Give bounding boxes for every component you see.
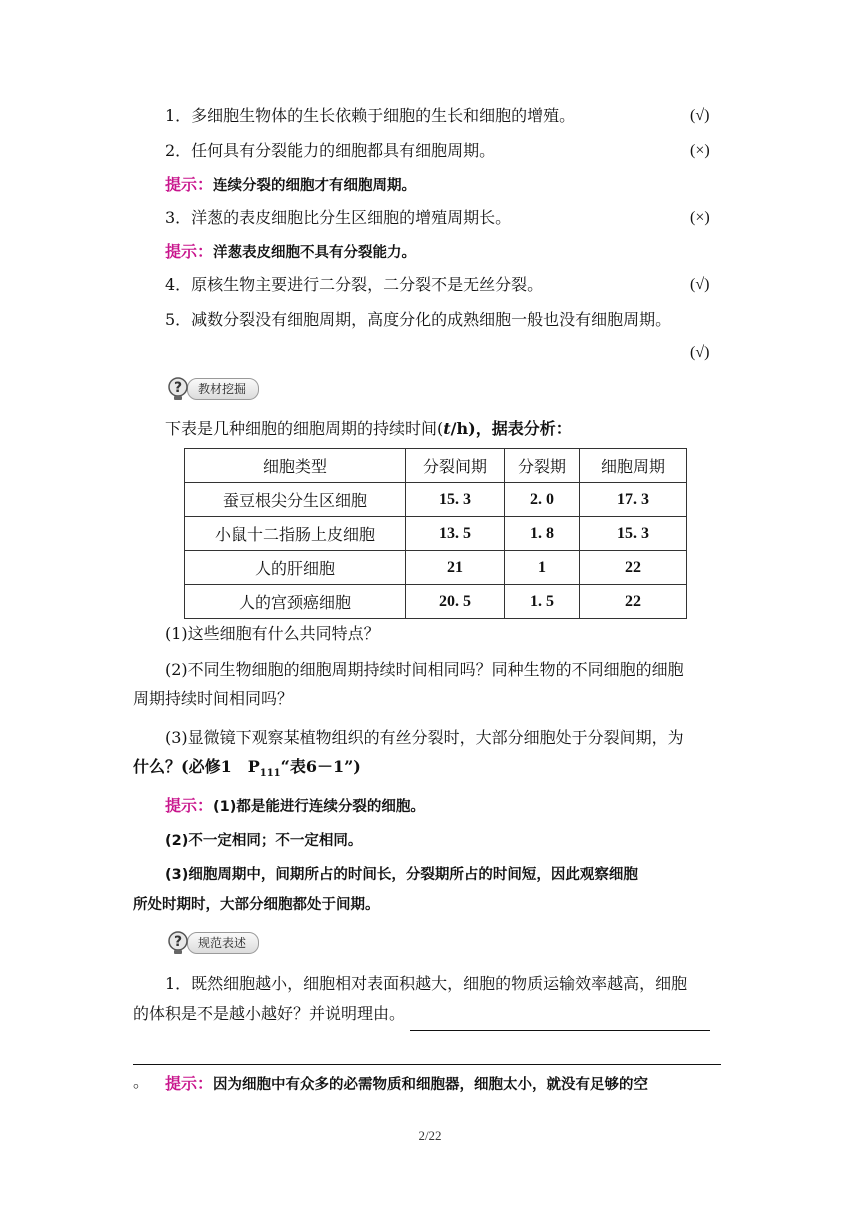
expression-question-line-1: 1．既然细胞越小，细胞相对表面积越大，细胞的物质运输效率越高，细胞 <box>165 974 688 993</box>
table-header-cell: 细胞周期 <box>580 449 687 483</box>
table-cell: 20. 5 <box>406 585 505 619</box>
judgment-1 <box>165 105 575 127</box>
question-2-line-2: 周期持续时间相同吗？ <box>133 689 294 708</box>
section-badge-label: 教材挖掘 <box>187 378 259 400</box>
expression-question-text: 的体积是不是越小越好？并说明理由。 <box>133 1004 406 1023</box>
expression-hint <box>165 1073 648 1096</box>
table-cell: 17. 3 <box>580 483 687 517</box>
expression-question-line-2 <box>133 997 730 1031</box>
table-cell: 小鼠十二指肠上皮细胞 <box>185 517 406 551</box>
judgment-4 <box>165 274 543 296</box>
hint-label: 提示： <box>165 796 214 815</box>
table-intro-post: /h)，据表分析： <box>450 419 572 438</box>
table-cell: 15. 3 <box>406 483 505 517</box>
question-1: (1)这些细胞有什么共同特点？ <box>165 624 380 643</box>
table-cell: 22 <box>580 551 687 585</box>
section-badge-expression <box>165 931 259 955</box>
table-cell: 1. 5 <box>505 585 580 619</box>
hint-label: 提示： <box>165 242 214 261</box>
lightbulb-question-icon <box>165 376 191 402</box>
table-header-cell: 细胞类型 <box>185 449 406 483</box>
judgment-4-text: 4．原核生物主要进行二分裂，二分裂不是无丝分裂。 <box>165 275 544 294</box>
table-row <box>185 483 687 517</box>
expression-period: 。 <box>133 1072 150 1091</box>
answer-3-text-1: (3)细胞周期中，间期所占的时间长，分裂期所占的时间短，因此观察细胞 <box>165 867 638 883</box>
table-cell: 1 <box>505 551 580 585</box>
judgment-1-mark: (√) <box>690 107 710 124</box>
judgment-5-text: 5．减数分裂没有细胞周期，高度分化的成熟细胞一般也没有细胞周期。 <box>165 310 672 329</box>
table-cell: 人的肝细胞 <box>185 551 406 585</box>
hint-label: 提示： <box>165 1074 214 1093</box>
judgment-1-text: 1．多细胞生物体的生长依赖于细胞的生长和细胞的增殖。 <box>165 106 576 125</box>
table-intro-pre: 下表是几种细胞的细胞周期的持续时间( <box>165 419 444 438</box>
hint-2-text: 连续分裂的细胞才有细胞周期。 <box>213 178 417 194</box>
question-3-line-1: (3)显微镜下观察某植物组织的有丝分裂时，大部分细胞处于分裂间期，为 <box>165 728 684 747</box>
table-header-cell: 分裂间期 <box>406 449 505 483</box>
svg-text:?: ? <box>173 380 183 396</box>
table-header-cell: 分裂期 <box>505 449 580 483</box>
table-intro <box>165 418 572 440</box>
answer-3-line-2 <box>133 887 730 922</box>
question-3-line-2 <box>133 750 730 791</box>
hint-3 <box>165 241 416 264</box>
answer-3-text-2: 所处时期时，大部分细胞都处于间期。 <box>133 897 380 913</box>
table-row <box>185 551 687 585</box>
question-3-ref-end: “表6－1”) <box>280 757 361 776</box>
question-2-line-1: (2)不同生物细胞的细胞周期持续时间相同吗？同种生物的不同细胞的细胞 <box>165 660 684 679</box>
answer-2-text: (2)不一定相同；不一定相同。 <box>165 833 363 849</box>
table-row <box>185 585 687 619</box>
section-badge-label: 规范表述 <box>187 932 259 954</box>
table-cell: 22 <box>580 585 687 619</box>
judgment-5 <box>165 309 671 331</box>
cell-cycle-table <box>184 448 687 619</box>
table-row <box>185 517 687 551</box>
table-cell: 人的宫颈癌细胞 <box>185 585 406 619</box>
question-3-ref-sub: 111 <box>259 768 281 780</box>
answer-2 <box>165 829 362 852</box>
svg-text:?: ? <box>173 934 183 950</box>
expression-hint-text: 因为细胞中有众多的必需物质和细胞器，细胞太小，就没有足够的空 <box>213 1077 649 1093</box>
judgment-2 <box>165 140 495 162</box>
judgment-3-text: 3．洋葱的表皮细胞比分生区细胞的增殖周期长。 <box>165 208 512 227</box>
question-3-ref: 什么？(必修1 P <box>133 757 260 776</box>
table-cell: 15. 3 <box>580 517 687 551</box>
judgment-3 <box>165 207 511 229</box>
answer-1 <box>165 795 425 818</box>
page-number: 2/22 <box>418 1128 442 1143</box>
table-cell: 13. 5 <box>406 517 505 551</box>
answer-1-text: (1)都是能进行连续分裂的细胞。 <box>213 799 425 815</box>
answer-blank-line <box>133 1064 721 1065</box>
table-cell: 蚕豆根尖分生区细胞 <box>185 483 406 517</box>
answer-3-line-1 <box>165 863 638 886</box>
table-intro-variable: t <box>443 419 451 438</box>
judgment-5-mark: (√) <box>690 344 710 361</box>
table-header-row <box>185 449 687 483</box>
hint-3-text: 洋葱表皮细胞不具有分裂能力。 <box>213 245 417 261</box>
table-cell: 2. 0 <box>505 483 580 517</box>
hint-label: 提示： <box>165 175 214 194</box>
judgment-4-mark: (√) <box>690 276 710 293</box>
judgment-2-mark: (×) <box>690 142 710 159</box>
section-badge-textbook <box>165 377 259 401</box>
table-cell: 21 <box>406 551 505 585</box>
judgment-2-text: 2．任何具有分裂能力的细胞都具有细胞周期。 <box>165 141 496 160</box>
judgment-3-mark: (×) <box>690 209 710 226</box>
hint-2 <box>165 174 416 197</box>
table-cell: 1. 8 <box>505 517 580 551</box>
lightbulb-question-icon <box>165 930 191 956</box>
